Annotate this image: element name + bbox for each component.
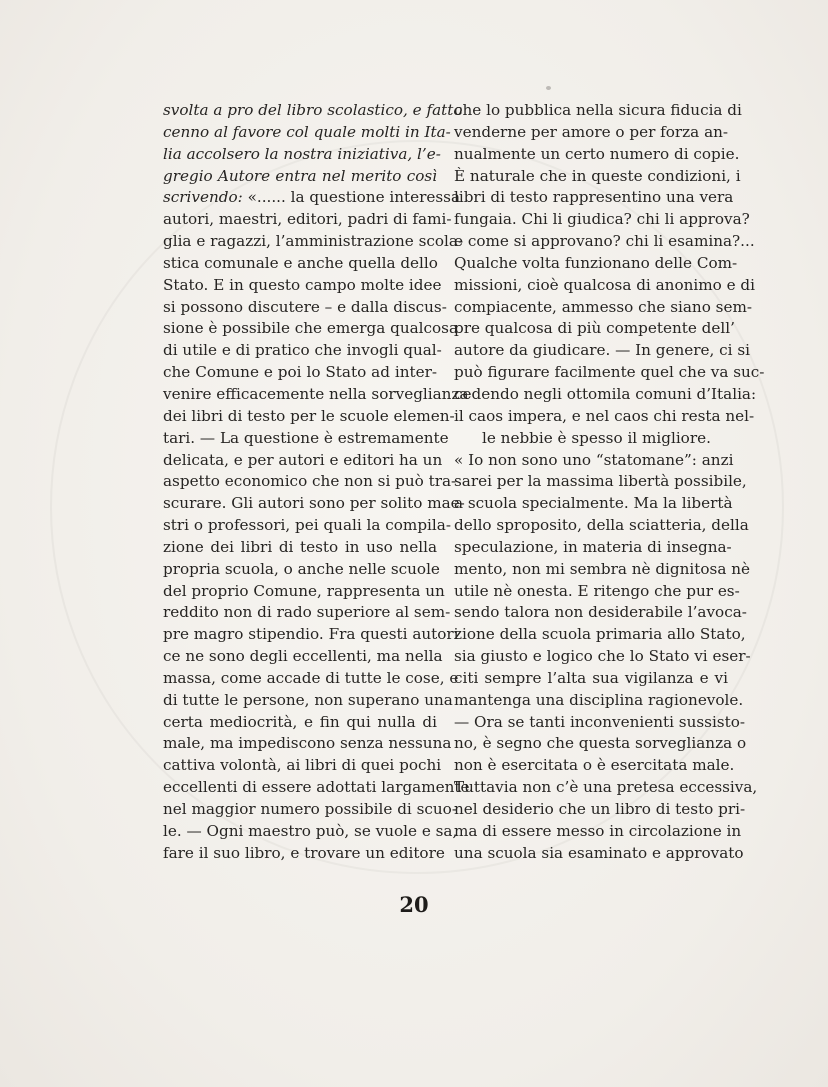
text-line: [163, 187, 461, 209]
text-line: eccellenti di essere adottati largamente: [163, 778, 470, 797]
text-line: stica comunale e anche quella dello: [163, 253, 438, 272]
text-line: È naturale che in queste condizioni, i: [454, 166, 741, 185]
text-line: libri di testo rappresentino una vera: [454, 188, 734, 207]
text-line: lia accolsero la nostra iniziativa, l’e-: [163, 144, 441, 163]
text-line: aspetto economico che non si può tra-: [163, 472, 457, 491]
text-line: dello sproposito, della sciatteria, della: [454, 516, 749, 535]
page-number: 20: [399, 892, 429, 917]
text-line: sarei per la massima libertà possibile,: [454, 472, 747, 491]
text-line: propria scuola, o anche nelle scuole: [163, 559, 440, 578]
text-line: zione dei libri di testo in uso nella: [163, 537, 437, 556]
text-line: venire efficacemente nella sorveglianza: [163, 384, 469, 403]
text-line: di utile e di pratico che invogli qual-: [163, 341, 442, 360]
text-line: male, ma impediscono senza nessuna: [163, 734, 452, 753]
text-line: a scuola specialmente. Ma la libertà: [454, 494, 733, 513]
text-line: ma di essere messo in circolazione in: [454, 821, 742, 840]
text-line: no, è segno che questa sorveglianza o: [454, 734, 747, 753]
text-line: stri o professori, pei quali la compila-: [163, 516, 451, 535]
text-line: speculazione, in materia di insegna-: [454, 537, 732, 556]
text-line: svolta a pro del libro scolastico, e fatto: [163, 101, 463, 119]
ink-speck: [546, 86, 551, 90]
text-line: si possono discutere – e dalla discus-: [163, 297, 447, 316]
text-line: compiacente, ammesso che siano sem-: [454, 297, 752, 316]
text-line: Qualche volta funzionano delle Com-: [454, 253, 738, 272]
text-line: mantenga una disciplina ragionevole.: [454, 690, 744, 709]
text-line: ce ne sono degli eccellenti, ma nella: [163, 647, 443, 666]
text-line: sia giusto e logico che lo Stato vi eser-: [454, 647, 751, 666]
text-line: le nebbie è spesso il migliore.: [482, 428, 711, 447]
text-line: autore da giudicare. — In genere, ci si: [454, 341, 751, 360]
text-line: gregio Autore entra nel merito così: [163, 166, 437, 185]
italic-run: scrivendo:: [163, 188, 243, 207]
text-line: autori, maestri, editori, padri di fami-: [163, 210, 452, 229]
text-line: cedendo negli ottomila comuni d’Italia:: [454, 384, 757, 403]
text-line: reddito non di rado superiore al sem-: [163, 603, 451, 622]
left-text-column: [163, 100, 470, 865]
text-line: e come si approvano? chi li esamina?...: [454, 232, 755, 251]
roman-run: «...... la questione interessa: [242, 188, 461, 207]
text-line: può figurare facilmente quel che va suc-: [454, 363, 765, 382]
text-line: glia e ragazzi, l’amministrazione scola-: [163, 232, 464, 251]
text-line: cenno al favore col quale molti in Ita-: [163, 122, 451, 141]
text-line: Stato. E in questo campo molte idee: [163, 275, 442, 294]
text-line: « Io non sono uno “statomane”: anzi: [454, 450, 734, 469]
text-line: — Ora se tanti inconvenienti sussisto-: [454, 712, 745, 731]
text-line: missioni, cioè qualcosa di anonimo e di: [454, 275, 755, 294]
text-line: scurare. Gli autori sono per solito mae-: [163, 494, 465, 513]
text-line: Tuttavia non c’è una pretesa eccessiva,: [454, 778, 758, 797]
text-line: di tutte le persone, non superano una: [163, 690, 453, 709]
text-line: fare il suo libro, e trovare un editore: [163, 843, 445, 862]
text-line: mento, non mi sembra nè dignitosa nè: [454, 559, 750, 578]
text-line: sione è possibile che emerga qualcosa: [163, 319, 459, 338]
text-line: certa mediocrità, e fin qui nulla di: [163, 712, 437, 731]
text-line: cattiva volontà, ai libri di quei pochi: [163, 756, 442, 775]
text-line: nel maggior numero possibile di scuo-: [163, 800, 457, 818]
text-line: delicata, e per autori e editori ha un: [163, 450, 443, 469]
text-line: che Comune e poi lo Stato ad inter-: [163, 363, 437, 382]
text-line: nel desiderio che un libro di testo pri-: [454, 800, 746, 818]
text-line: che lo pubblica nella sicura fiducia di: [454, 101, 742, 119]
text-line: venderne per amore o per forza an-: [454, 122, 729, 141]
text-line: pre magro stipendio. Fra questi autori: [163, 625, 459, 644]
text-line: massa, come accade di tutte le cose, e: [163, 668, 459, 687]
text-line: il caos impera, e nel caos chi resta nel-: [454, 406, 755, 425]
text-line: citi sempre l’alta sua vigilanza e vi: [454, 668, 728, 687]
text-line: utile nè onesta. E ritengo che pur es-: [454, 581, 740, 600]
text-line: sendo talora non desiderabile l’avoca-: [454, 603, 747, 622]
text-line: pre qualcosa di più competente dell’: [454, 319, 735, 338]
text-line: una scuola sia esaminato e approvato: [454, 843, 744, 862]
right-text-column: [454, 100, 765, 865]
text-line: zione della scuola primaria allo Stato,: [454, 625, 746, 644]
text-line: tari. — La questione è estremamente: [163, 428, 449, 447]
text-line: del proprio Comune, rappresenta un: [163, 581, 445, 600]
text-line: dei libri di testo per le scuole elemen-: [163, 406, 455, 425]
text-line: fungaia. Chi li giudica? chi li approva?: [454, 210, 750, 229]
text-line: non è esercitata o è esercitata male.: [454, 756, 735, 775]
text-line: nualmente un certo numero di copie.: [454, 144, 740, 163]
text-line: le. — Ogni maestro può, se vuole e sa,: [163, 821, 458, 840]
